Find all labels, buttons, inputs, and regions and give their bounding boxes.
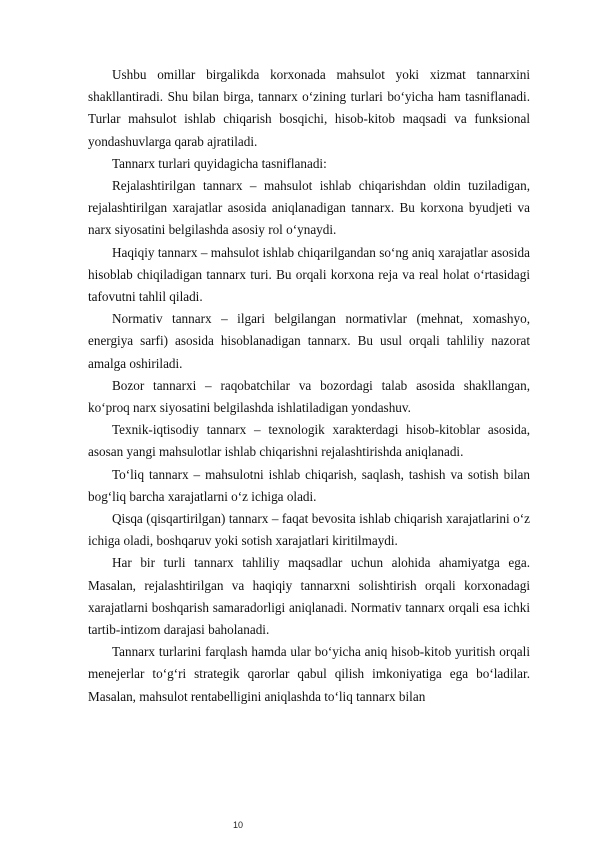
document-body (88, 64, 530, 708)
paragraph-actual-cost: Haqiqiy tannarx – mahsulot ishlab chiqarilgandan so‘ng aniq xarajatlar asosida hisoblab chiqiladigan tannarx turi. Bu orqali korxona reja va real holat o‘rtasidagi tafovutni tahlil qiladi. (88, 244, 530, 305)
paragraph-analysis: Har bir turli tannarx tahliliy maqsadlar uchun alohida ahamiyatga ega. Masalan, rejalashtirilgan va haqiqiy tannarxni solishtirish orqali korxonadagi xarajatlarni boshqarish samaradorligi aniqlanadi. Normativ tannarx orqali esa ichki tartib-intizom darajasi baholanadi. (88, 555, 530, 638)
paragraph-management: Tannarx turlarini farqlash hamda ular bo‘yicha aniq hisob-kitob yuritish orqali menejerlar to‘g‘ri strategik qarorlar qabul qilish imkoniyatiga ega bo‘ladilar. Masalan, mahsulot rentabelligini aniqlashda to‘liq tannarx bilan (88, 644, 530, 704)
paragraph-planned-cost: Rejalashtirilgan tannarx – mahsulot ishlab chiqarishdan oldin tuziladigan, rejalashtirilgan xarajatlar asosida aniqlanadigan tannarx. Bu korxona byudjeti va narx siyosatini belgilashda asosiy rol o‘ynaydi. (88, 178, 530, 238)
paragraph-classification-heading: Tannarx turlari quyidagicha tasniflanadi: (112, 155, 327, 171)
paragraph-short-cost: Qisqa (qisqartirilgan) tannarx – faqat bevosita ishlab chiqarish xarajatlarini o‘z ichiga oladi, boshqaruv yoki sotish xarajatlari kiritilmaydi. (88, 511, 530, 549)
paragraph-intro: Ushbu omillar birgalikda korxonada mahsulot yoki xizmat tannarxini shakllantiradi. Shu bilan birga, tannarx o‘zining turlari bo‘yicha ham tasniflanadi. Turlar mahsulot ishlab chiqarish bosqichi, hisob-kitob maqsadi va funksional yondashuvlarga qarab ajratiladi. (88, 67, 530, 149)
paragraph-technical-economic-cost: Texnik-iqtisodiy tannarx – texnologik xarakterdagi hisob-kitoblar asosida, asosan yangi mahsulotlar ishlab chiqarishni rejalashtirishda aniqlanadi. (88, 422, 530, 460)
paragraph-market-cost: Bozor tannarxi – raqobatchilar va bozordagi talab asosida shakllangan, ko‘proq narx siyosatini belgilashda ishlatiladigan yondashuv. (88, 377, 530, 416)
paragraph-full-cost: To‘liq tannarx – mahsulotni ishlab chiqarish, saqlash, tashish va sotish bilan bog‘liq barcha xarajatlarni o‘z ichiga oladi. (88, 466, 530, 504)
paragraph-normative-cost: Normativ tannarx – ilgari belgilangan normativlar (mehnat, xomashyo, energiya sarfi) asosida hisoblanadigan tannarx. Bu usul orqali tahliliy nazorat amalga oshiriladi. (88, 311, 530, 371)
page-number: 10 (232, 820, 243, 830)
